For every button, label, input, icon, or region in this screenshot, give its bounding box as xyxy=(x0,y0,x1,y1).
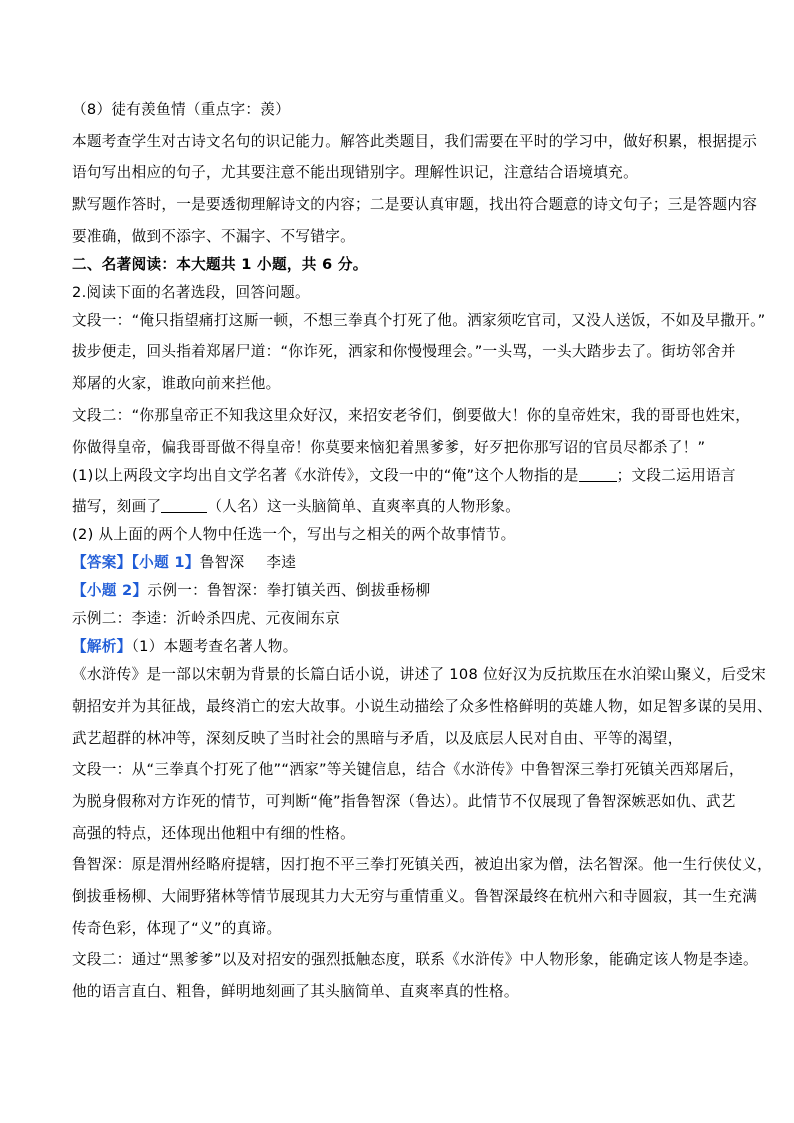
analysis-text: 传奇色彩，体现了“义”的真谛。 xyxy=(72,919,282,937)
analysis-text: 文段一：从“三拳真个打死了他”“洒家”等关键信息，结合《水浒传》中鲁智深三拳打死镇关西郑屠后， xyxy=(72,761,744,779)
excerpt-1: 文段一：“俺只指望痛打这厮一顿，不想三拳真个打死了他。洒家须吃官司，又没人送饭，不如及早撒开。” xyxy=(72,311,766,329)
sub-question-1-text: （人名）这一头脑简单、直爽率真的人物形象。 xyxy=(207,498,521,516)
sub-question-1 xyxy=(72,497,732,517)
analysis-text: 朝招安并为其征战，最终消亡的宏大故事。小说生动描绘了众多性格鲜明的英雄人物，如足智多谋的吴用、 xyxy=(72,697,773,715)
answer-line xyxy=(72,581,732,601)
answer-tag: 【答案】 xyxy=(72,554,132,572)
sub-question-2: (2) 从上面的两个人物中任选一个，写出与之相关的两个故事情节。 xyxy=(72,526,516,544)
answer-value: 李逵 xyxy=(266,554,297,572)
analysis-text: 他的语言直白、粗鲁，鲜明地刻画了其头脑简单、直爽率真的性格。 xyxy=(72,983,519,1001)
analysis-text: 默写题作答时，一是要透彻理解诗文的内容；二是要认真审题，找出符合题意的诗文句子；三是答题内容 xyxy=(72,196,758,214)
answer-value: 示例一：鲁智深：拳打镇关西、倒拔垂杨柳 xyxy=(147,582,431,600)
excerpt-1: 郑屠的火家，谁敢向前来拦他。 xyxy=(72,375,281,393)
analysis-heading xyxy=(72,637,732,657)
analysis-text: （1）本题考查名著人物。 xyxy=(131,638,298,656)
analysis-text: 倒拔垂杨柳、大闹野猪林等情节展现其力大无穷与重情重义。鲁智深最终在杭州六和寺圆寂，其一生充满 xyxy=(72,888,758,905)
analysis-text: 语句写出相应的句子，尤其要注意不能出现错别字。理解性识记，注意结合语境填充。 xyxy=(72,164,638,182)
analysis-text: 武艺超群的林冲等，深刻反映了当时社会的黑暗与矛盾，以及底层人民对自由、平等的渴望， xyxy=(72,729,683,747)
sub-question-tag: 【小题 1】 xyxy=(131,554,200,572)
analysis-text: 《水浒传》是一部以宋朝为背景的长篇白话小说，讲述了 108 位好汉为反抗欺压在水泊梁山聚义，后受宋 xyxy=(72,666,766,684)
excerpt-2: 你做得皇帝，偏我哥哥做不得皇帝！你莫要来恼犯着黑爹爹，好歹把你那写诏的官员尽都杀了！” xyxy=(72,438,706,456)
sub-question-1-text: ；文段二运用语言 xyxy=(616,466,736,484)
answer-blank xyxy=(161,498,207,513)
excerpt-2: 文段二：“你那皇帝正不知我这里众好汉，来招安老爷们，倒要做大！你的皇帝姓宋，我的哥哥也姓宋， xyxy=(72,406,751,424)
answer-item-8: （8）徒有羡鱼情（重点字：羡） xyxy=(72,101,291,118)
analysis-text: 要准确，做到不添字、不漏字、不写错字。 xyxy=(72,227,355,245)
sub-question-1-text: 描写，刻画了 xyxy=(72,498,162,516)
document-page xyxy=(72,100,773,1002)
excerpt-1: 拔步便走，回头指着郑屠尸道：“你诈死，洒家和你慢慢理会。”一头骂，一头大踏步去了。街坊邻舍并 xyxy=(72,343,736,361)
analysis-text: 为脱身假称对方诈死的情节，可判断“俺”指鲁智深（鲁达）。此情节不仅展现了鲁智深嫉恶如仇、武艺 xyxy=(72,792,736,810)
analysis-text: 高强的特点，还体现出他粗中有细的性格。 xyxy=(72,824,355,842)
sub-question-1-text: (1)以上两段文字均出自文学名著《水浒传》，文段一中的“俺”这个人物指的是 xyxy=(72,466,579,484)
sub-question-1 xyxy=(72,466,736,486)
analysis-tag: 【解析】 xyxy=(72,638,132,656)
sub-question-tag: 【小题 2】 xyxy=(72,582,148,600)
section-heading: 二、名著阅读：本大题共 1 小题，共 6 分。 xyxy=(72,255,368,273)
answer-line xyxy=(72,553,732,573)
analysis-text: 鲁智深：原是渭州经略府提辖，因打抱不平三拳打死镇关西，被迫出家为僧，法名智深。他一生行侠仗义， xyxy=(72,856,773,874)
answer-value: 鲁智深 xyxy=(199,554,245,572)
question-stem: 2.阅读下面的名著选段，回答问题。 xyxy=(72,283,310,301)
answer-blank xyxy=(579,467,617,482)
analysis-text: 本题考查学生对古诗文名句的识记能力。解答此类题目，我们需要在平时的学习中，做好积累，根据提示 xyxy=(72,132,758,150)
analysis-text: 文段二：通过“黑爹爹”以及对招安的强烈抵触态度，联系《水浒传》中人物形象，能确定该人物是李逵。 xyxy=(72,951,758,969)
answer-line: 示例二：李逵：沂岭杀四虎、元夜闹东京 xyxy=(72,610,341,628)
